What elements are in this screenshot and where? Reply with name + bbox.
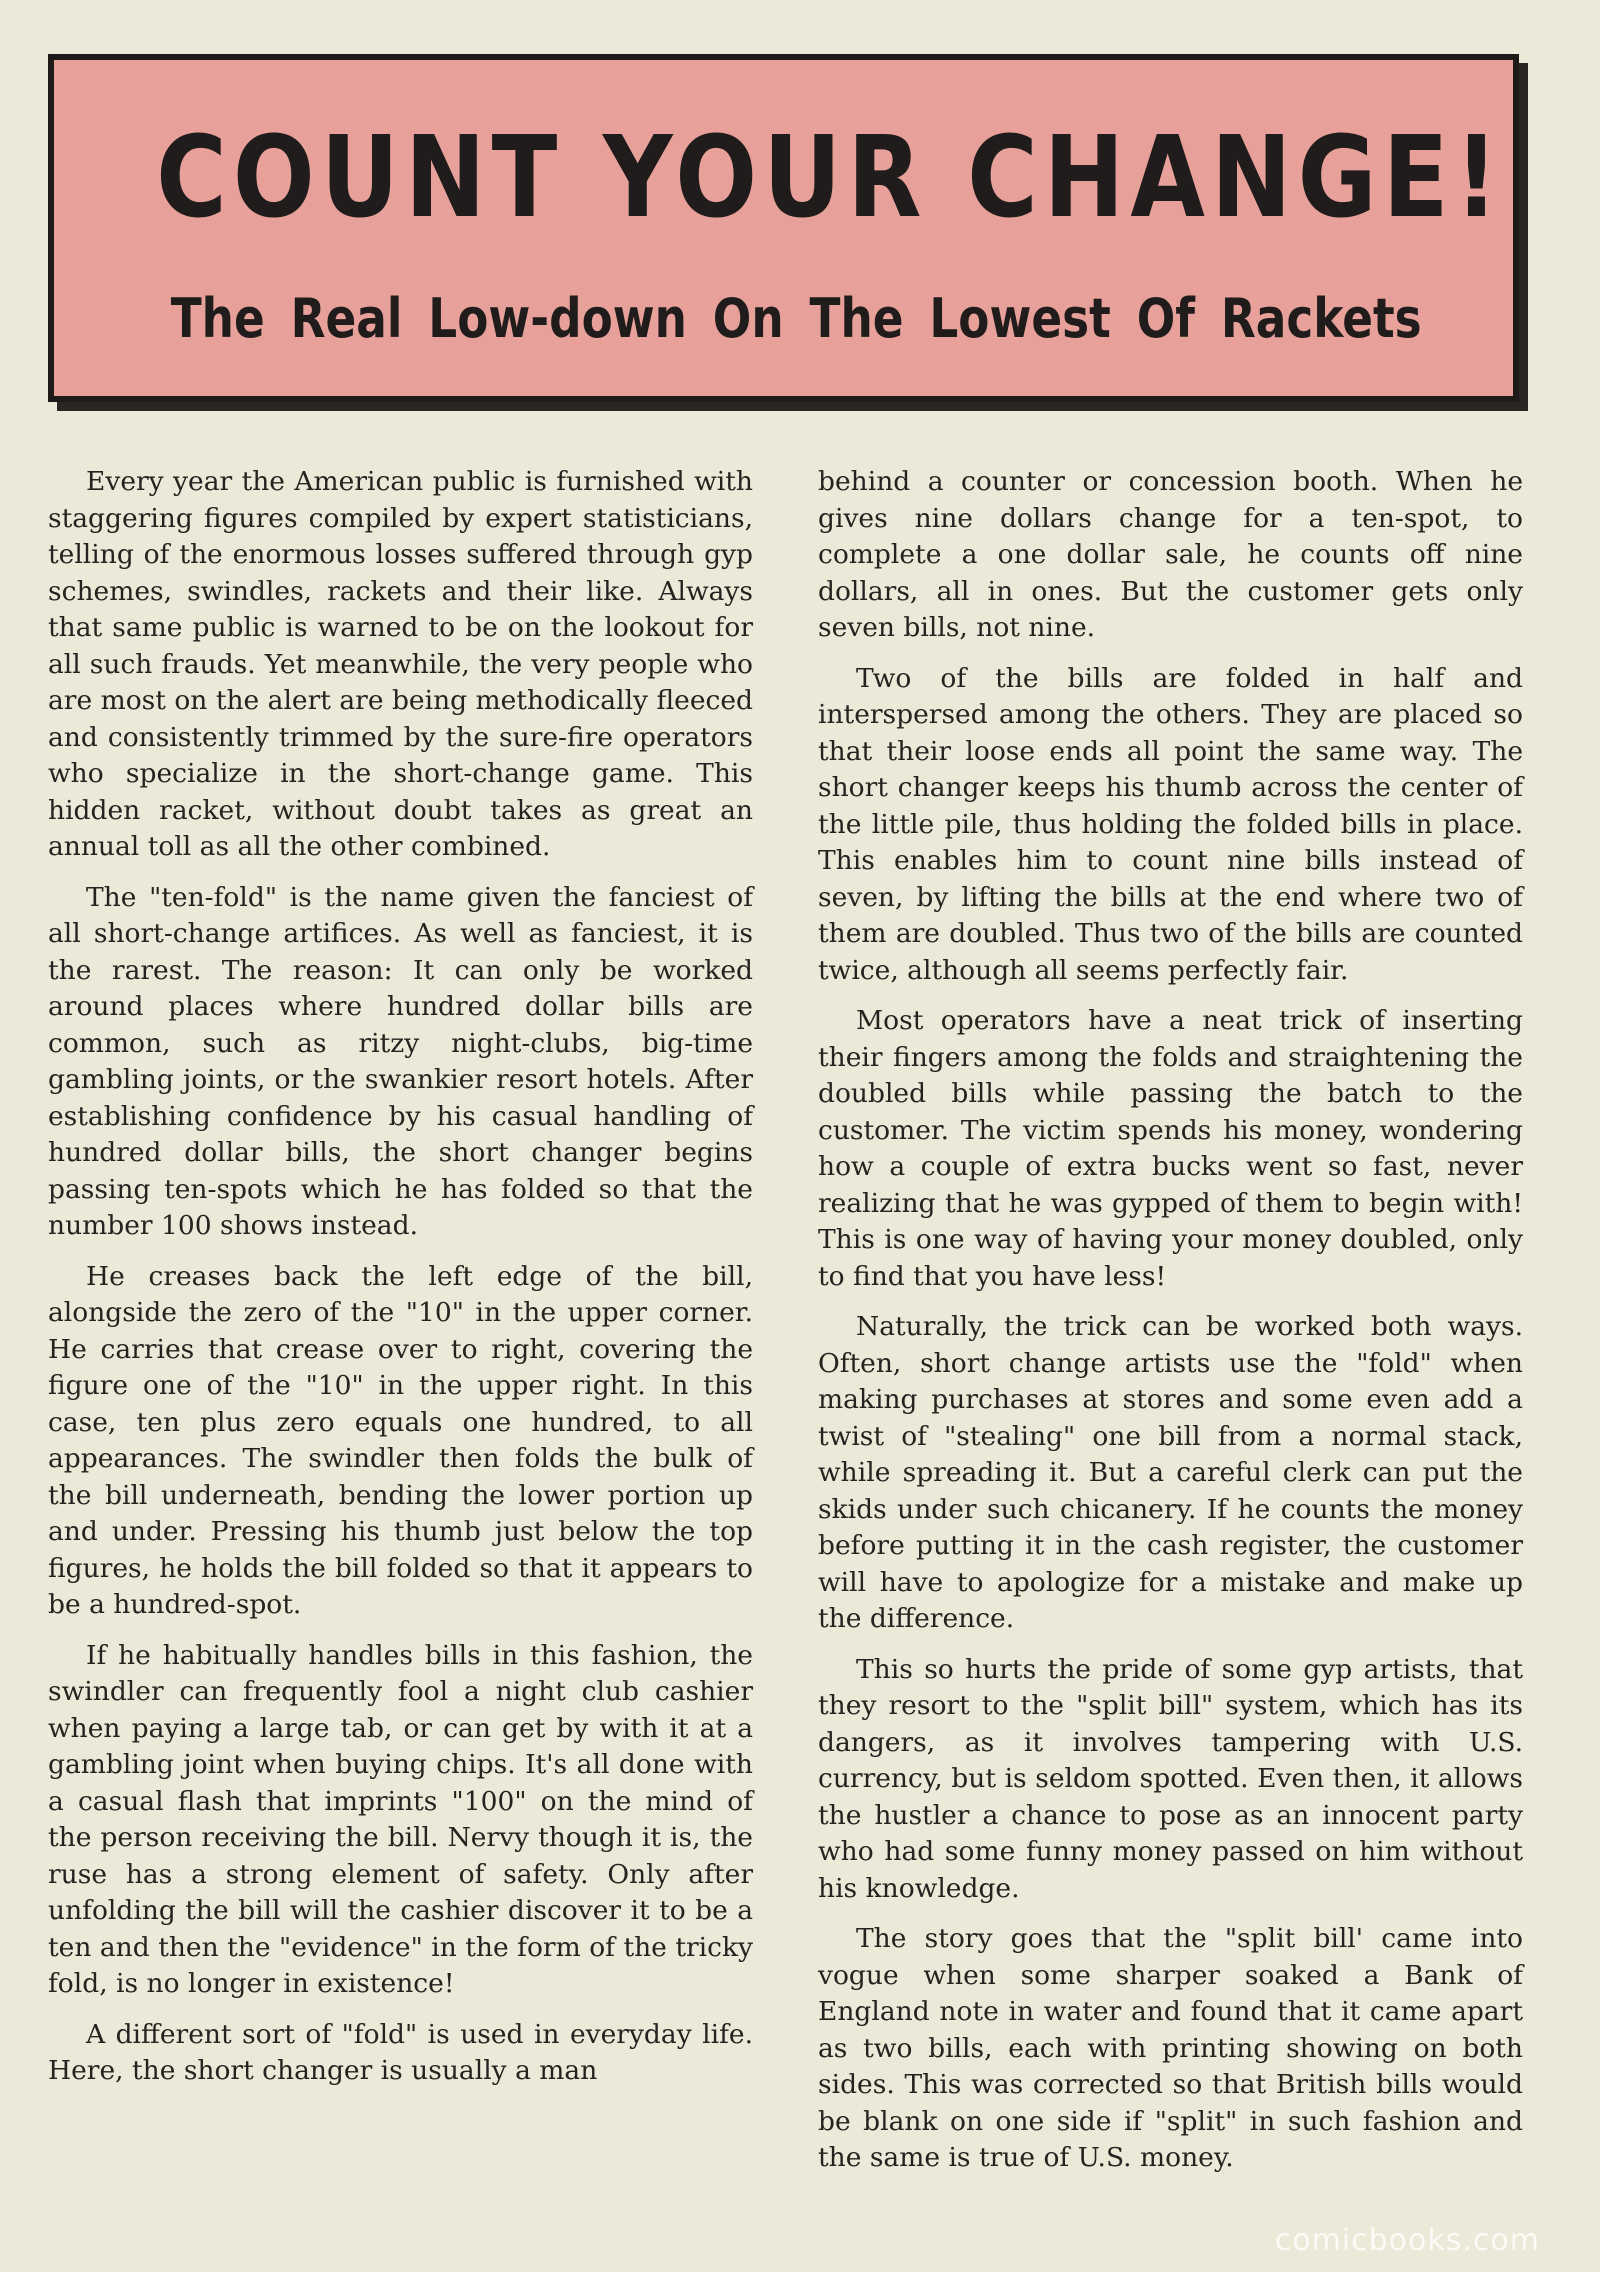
article-paragraph: The "ten-fold" is the name given the fanciest of all short-change artifices. As well as fanciest, it is the rarest. The reason: It can only be worked around places where hundred dollar bills are common, such as ritzy night-clubs, big-time gambling joints, or the swankier resort hotels. After establishing confidence by his casual handling of hundred dollar bills, the short changer begins passing ten-spots which he has folded so that the number 100 shows instead. (48, 881, 753, 1241)
article-paragraph: Two of the bills are folded in half and interspersed among the others. They are placed so that their loose ends all point the same way. The short changer keeps his thumb across the center of the little pile, thus holding the folded bills in place. This enables him to count nine bills instead of seven, by lifting the bills at the end where two of them are doubled. Thus two of the bills are counted twice, although all seems perfectly fair. (818, 662, 1523, 986)
article-paragraph: A different sort of "fold" is used in everyday life. Here, the short changer is usually a man (48, 2018, 753, 2086)
article-paragraph: behind a counter or concession booth. When he gives nine dollars change for a ten-spot, to complete a one dollar sale, he counts off nine dollars, all in ones. But the customer gets only seven bills, not nine. (818, 466, 1523, 643)
article-paragraph: Every year the American public is furnished with staggering figures compiled by expert statisticians, telling of the enormous losses suffered through gyp schemes, swindles, rackets and their like. Always that same public is warned to be on the lookout for all such frauds. Yet meanwhile, the very people who are most on the alert are being methodically fleeced and consistently trimmed by the sure-fire operators who specialize in the short-change game. This hidden racket, without doubt takes as great an annual toll as all the other combined. (48, 466, 753, 862)
article-paragraph: He creases back the left edge of the bill, alongside the zero of the "10" in the upper corner. He carries that crease over to right, covering the figure one of the "10" in the upper right. In this case, ten plus zero equals one hundred, to all appearances. The swindler then folds the bulk of the bill underneath, bending the lower portion up and under. Pressing his thumb just below the top figures, he holds the bill folded so that it appears to be a hundred-spot. (48, 1260, 753, 1620)
headline: COUNT YOUR CHANGE! (156, 113, 1505, 243)
title-banner (48, 54, 1519, 402)
article-column-left (48, 464, 753, 2104)
subheadline: The Real Low-down On The Lowest Of Rackets (170, 287, 1422, 350)
article-paragraph: The story goes that the "split bill' came into vogue when some sharper soaked a Bank of England note in water and found that it came apart as two bills, each with printing showing on both sides. This was corrected so that British bills would be blank on one side if "split" in such fashion and the same is true of U.S. money. (818, 1923, 1523, 2173)
article-paragraph: If he habitually handles bills in this fashion, the swindler can frequently fool a night club cashier when paying a large tab, or can get by with it at a gambling joint when buying chips. It's all done with a casual flash that imprints "100" on the mind of the person receiving the bill. Nervy though it is, the ruse has a strong element of safety. Only after unfolding the bill will the cashier discover it to be a ten and then the "evidence" in the form of the tricky fold, is no longer in existence! (48, 1639, 753, 1999)
article-column-right (818, 464, 1523, 2191)
site-watermark: comicbooks.com (1274, 2223, 1540, 2258)
article-paragraph: Naturally, the trick can be worked both ways. Often, short change artists use the "fold" when making purchases at stores and some even add a twist of "stealing" one bill from a normal stack, while spreading it. But a careful clerk can put the skids under such chicanery. If he counts the money before putting it in the cash register, the customer will have to apologize for a mistake and make up the difference. (818, 1311, 1523, 1634)
article-paragraph: This so hurts the pride of some gyp artists, that they resort to the "split bill" system, which has its dangers, as it involves tampering with U.S. currency, but is seldom spotted. Even then, it allows the hustler a chance to pose as an innocent party who had some funny money passed on him without his knowledge. (818, 1653, 1523, 1904)
article-paragraph: Most operators have a neat trick of inserting their fingers among the folds and straightening the doubled bills while passing the batch to the customer. The victim spends his money, wondering how a couple of extra bucks went so fast, never realizing that he was gypped of them to begin with! This is one way of having your money doubled, only to find that you have less! (818, 1005, 1523, 1292)
